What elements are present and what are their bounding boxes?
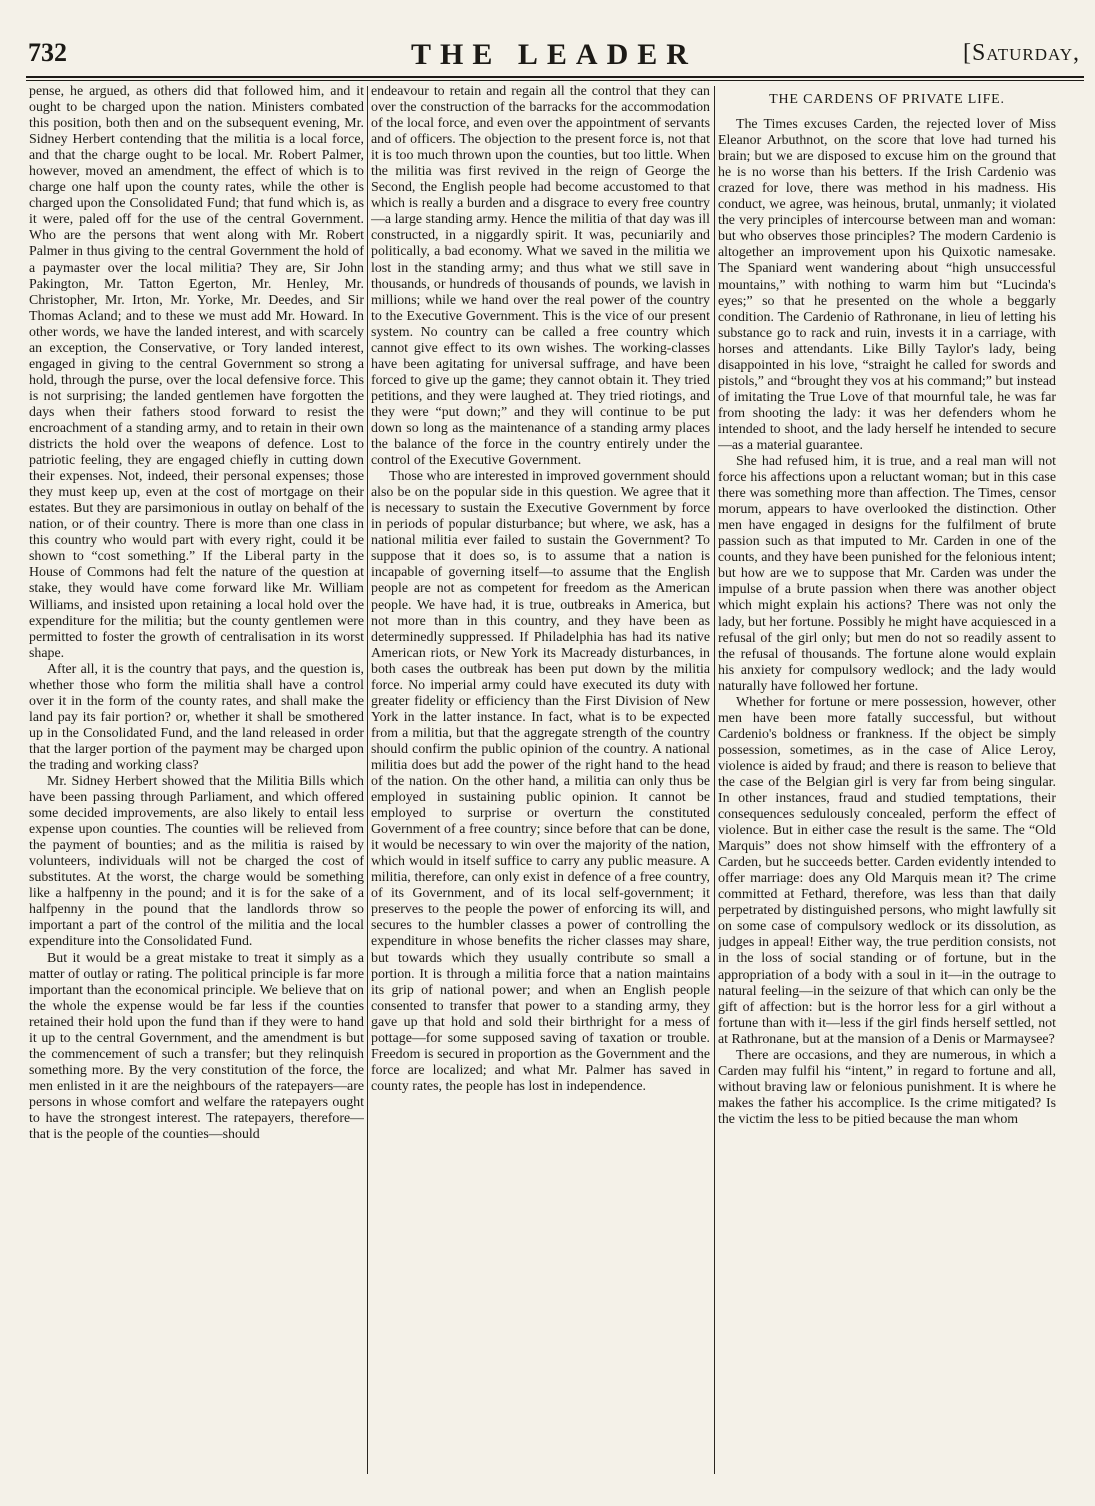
paragraph: Mr. Sidney Herbert showed that the Militia Bills which have been passing through Parliament, and which offered some decided improvements, are also likely to entail less expense upon counties. The counties will be relieved from the payment of bounties; and as the militia is raised by volunteers, individuals will not be charged the cost of substitutes. At the worst, the charge would be something like a halfpenny in the pound; and it is for the sake of a halfpenny in the pound that the landlords throw so important a part of the control of the militia and the local expenditure into the Consolidated Fund. — [29, 774, 364, 950]
paragraph: There are occasions, and they are numerous, in which a Carden may fulfil his “intent,” in regard to fortune and all, without braving law or felonious punishment. It is where he makes the father his accomplice. Is the crime mitigated? Is the victim the less to be pitied because the man whom — [718, 1047, 1056, 1127]
paragraph: But it would be a great mistake to treat it simply as a matter of outlay or rating. The political principle is far more important than the economical principle. We believe that on the whole the expense would be far less if the counties retained their hold upon the fund than if they were to hand it up to the central Government, and the amendment is but the commencement of such a transfer; but they relinquish something more. By the very constitution of the force, the men enlisted in it are the neighbours of the ratepayers—are persons in whose comfort and welfare the ratepayers ought to have the strongest interest. The ratepayers, therefore—that is the people of the counties—should — [29, 950, 364, 1143]
paragraph: pense, he argued, as others did that followed him, and it ought to be charged upon the nation. Ministers combated this position, both then and on the subsequent evening, Mr. Sidney Herbert contending that the militia is a local force, and that the charge ought to be local. Mr. Robert Palmer, however, moved an amendment, the effect of which is to charge one half upon the county rates, while the other is charged upon the Consolidated Fund; that fund which is, as it were, paled off for the use of the central Government. Who are the persons that went along with Mr. Robert Palmer in thus giving to the central Government the hold of a paymaster over the local militia? They are, Sir John Pakington, Mr. Tatton Egerton, Mr. Henley, Mr. Christopher, Mr. Irton, Mr. Yorke, Mr. Deedes, and Sir Thomas Acland; and to these we must add Mr. Howard. In other words, we have the landed interest, and with scarcely an exception, the Conservative, or Tory landed interest, engaged in giving to the central Government so strong a hold, through the purse, over the local defensive force. This is not surprising; the landed gentlemen have forgotten the days when their fathers stood forward to resist the encroachment of a standing army, and to retain in their own districts the hold over the weapons of defence. Lost to patriotic feeling, they are engaged chiefly in cutting down their expenses. Not, indeed, their personal expenses; those they must keep up, even at the cost of mortgage on their estates. But they are parsimonious in outlay on behalf of the nation, or of their country. There is more than one class in this country who would part with every right, could it be shown to “cost something.” If the Liberal party in the House of Commons had felt the nature of the question at stake, they would have come forward like Mr. William Williams, and insisted upon retaining a local hold over the expenditure for the militia; but the county gentlemen were permitted to foster the growth of centralisation in its worst shape. — [29, 84, 364, 661]
date-tag: [Saturday, — [962, 40, 1080, 66]
article-title: THE CARDENS OF PRIVATE LIFE. — [769, 92, 1005, 107]
paragraph: endeavour to retain and regain all the control that they can over the construction of the barracks for the accommodation of the local force, and even over the appointment of servants and of officers. The objection to the present force is, not that it is too much thrown upon the counties, but too little. When the militia was first revived in the reign of George the Second, the English people had become accustomed to that which is really a burden and a disgrace to every free country—a large standing army. Hence the militia of that day was ill constructed, in a niggardly spirit. It was, pecuniarily and politically, a bad economy. What we saved in the militia we lost in the standing army; and thus what we still save in thousands, or hundreds of thousands of pounds, we lavish in millions; while we hand over the real power of the country to the Executive Government. This is the vice of our present system. No country can be called a free country which cannot give effect to its own wishes. The working-classes have been agitating for universal suffrage, and have been forced to give up the game; they cannot obtain it. They tried petitions, and they were laughed at. They tried riotings, and they were “put down;” and they will continue to be put down so long as the maintenance of a standing army places the balance of the force in the country entirely under the control of the Executive Government. — [371, 84, 710, 469]
paragraph: The Times excuses Carden, the rejected lover of Miss Eleanor Arbuthnot, on the score that love had turned his brain; but we are disposed to excuse him on the ground that he is no worse than his betters. If the Irish Cardenio was crazed for love, there was method in his madness. His conduct, we agree, was heinous, brutal, unmanly; it violated the very principles of intercourse between man and woman: but who observes those principles? The modern Cardenio is altogether an improvement upon his Quixotic namesake. The Spaniard went wandering about “high unsuccessful mountains,” with nothing to warm him but “Lucinda's eyes;” so that he presented on the whole a beggarly condition. The Cardenio of Rathronane, in lieu of letting his substance go to rack and ruin, invests it in a carriage, with horses and attendants. Like Billy Taylor's lady, being disappointed in his love, “straight he called for swords and pistols,” and “brought they vos at his command;” but instead of imitating the True Love of that mournful tale, he was far from shooting the lady: it was her defenders whom he intended to shoot, and the lady herself he intended to secure—as a material guarantee. — [718, 117, 1056, 453]
paragraph: Those who are interested in improved government should also be on the popular side in this question. We agree that it is necessary to sustain the Executive Government by force in periods of popular disturbance; but where, we ask, has a national militia ever failed to sustain the Government? To suppose that it does so, is to assume that a nation is incapable of governing itself—to assume that the English people are not as competent for freedom as the American people. We have had, it is true, outbreaks in America, but not more than in this country, and they have been as determinedly suppressed. If Philadelphia has had its native American riots, or New York its Macready disturbances, in both cases the outbreak has been put down by the militia force. No imperial army could have executed its duty with greater fidelity or efficiency than the First Division of New York in the latter instance. In fact, what is to be expected from a militia, but that the aggregate strength of the country should confirm the public opinion of the country. A national militia does but add the power of the right hand to the head of the nation. On the other hand, a militia can only thus be employed in sustaining public opinion. It cannot be employed to surprise or overturn the constituted Government of a free country; since before that can be done, it would be necessary to win over the majority of the nation, which would in itself suffice to carry any public measure. A militia, therefore, can only exist in defence of a free country, of its Government, and of its local self-government; it preserves to the people the power of enforcing its will, and secures to the humbler classes a power of controlling the expenditure in whose benefits the richer classes may share, but towards which they usually contribute so small a portion. It is through a militia force that a nation maintains its grip of national power; and when an English people consented to transfer that power to a standing army, they gave up that hold and sold their birthright for a mess of pottage—for some supposed saving of taxation or trouble. Freedom is secured in proportion as the Government and the force are localized; and what Mr. Palmer has saved in county rates, the people has lost in independence. — [371, 469, 710, 1094]
paragraph: Whether for fortune or mere possession, however, other men have been more fatally successful, but without Cardenio's boldness or frankness. If the object be simply possession, sometimes, as in the case of Alice Leroy, violence is aided by fraud; and there is reason to believe that the case of the Belgian girl is very far from being singular. In other instances, fraud and studied temptations, their consequences sedulously concealed, perform the effect of violence. But in either case the result is the same. The “Old Marquis” does not show himself with the effrontery of a Carden, but he succeeds better. Carden evidently intended to offer marriage: does any Old Marquis mean it? The crime committed at Fethard, therefore, was less than that daily perpetrated by distinguished persons, who might lawfully sit on some case of compulsory wedlock or its dissolution, as judges in appeal! Either way, the true perdition consists, not in the loss of social standing or of fortune, but in the appropriation of a body with a soul in it—in the outrage to natural feeling—in the seizure of that which can only be the gift of affection: but is the horror less for a girl without a fortune than with it—less if the girl finds herself settled, not at Rathronane, but at the mansion of a Denis or Marmaysee? — [718, 694, 1056, 1047]
column-divider-right — [714, 86, 715, 1474]
column-divider-left — [367, 86, 368, 1474]
masthead-title: THE LEADER — [411, 38, 697, 71]
paragraph: After all, it is the country that pays, and the question is, whether those who form the militia shall have a control over it in the form of the county rates, and shall make the land pay its fair portion? or, whether it shall be smothered up in the Consolidated Fund, and the land released in order that the larger portion of the payment may be charged upon the trading and working class? — [29, 661, 364, 773]
paragraph: She had refused him, it is true, and a real man will not force his affections upon a reluctant woman; but in this case there was something more than affection. The Times, censor morum, appears to have overlooked the distinction. Other men have engaged in designs for the fulfilment of brute passion such as that imputed to Mr. Carden in one of the counts, and they have been punished for the felonious intent; but how are we to suppose that Mr. Carden was under the impulse of a brute passion when there was another object which might explain his actions? There was not only the lady, but her fortune. Possibly he might have acquiesced in a refusal of the girl only; but men do not so readily assent to the refusal of thousands. The fortune alone would explain his anxiety for compulsory wedlock; and the lady would naturally have followed her fortune. — [718, 454, 1056, 694]
header-rule-thin — [26, 80, 1084, 81]
header-rule-thick — [26, 76, 1084, 78]
page-number: 732 — [28, 38, 67, 67]
page-header — [28, 38, 1080, 78]
column-right — [718, 84, 1056, 1476]
column-left — [29, 84, 364, 1476]
column-middle — [371, 84, 710, 1476]
